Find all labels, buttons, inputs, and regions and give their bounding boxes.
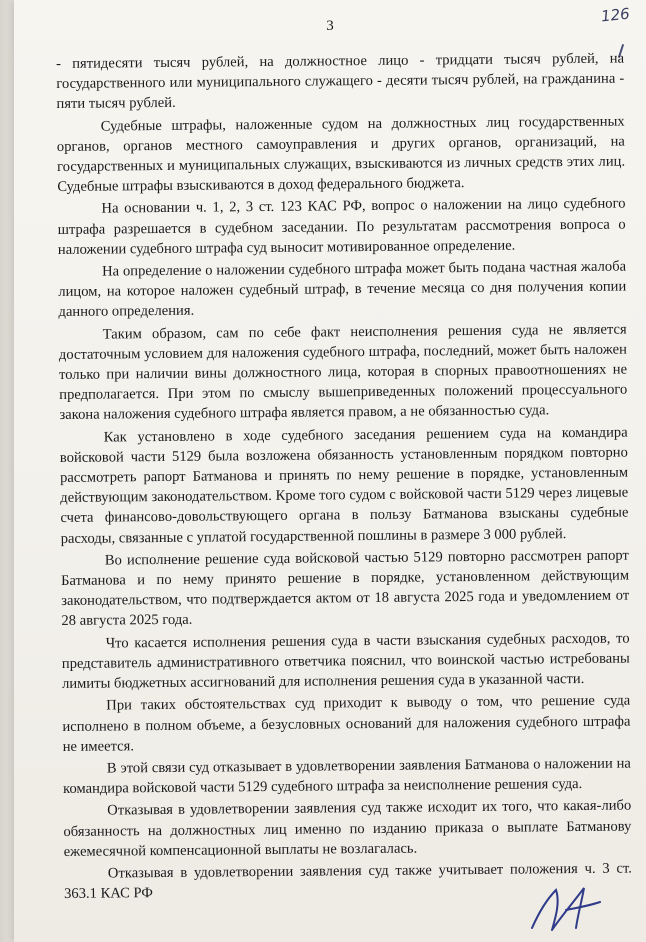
paragraph: Отказывая в удовлетворении заявления суд также исходит их того, что какая-либо обязанность на должностных лиц именно по изданию приказа о выплате Батманову ежемесячной компенсационной выплаты не возлагалась. bbox=[63, 797, 632, 860]
paragraph: Таким образом, сам по себе факт неисполнения решения суда не является достаточным условием для наложения судебного штрафа, последний, может быть наложен только при наличии вины должностного лица, которая в спорных правоотношениях не предполагается. При этом по смыслу вышеприведенных положений процессуального закона наложения судебного штрафа является правом, а не обязанностью суда. bbox=[58, 321, 628, 424]
page-edge-shadow bbox=[0, 0, 14, 942]
paragraph: - пятидесяти тысяч рублей, на должностное лицо - тридцати тысяч рублей, на государственного или муниципального служащего - десяти тысяч рублей, на гражданина - пяти тысяч рублей. bbox=[56, 50, 625, 113]
paragraph: На определение о наложении судебного штрафа может быть подана частная жалоба лицом, на которое наложен судебный штраф, в течение месяца со дня получения копии данного определения. bbox=[58, 258, 627, 321]
page-number: 3 bbox=[326, 18, 334, 34]
paragraph: Отказывая в удовлетворении заявления суд также учитывает положения ч. 3 ст. 363.1 КАС РФ bbox=[63, 860, 632, 903]
handwritten-page-mark: 126 bbox=[600, 4, 631, 26]
document-body bbox=[56, 49, 632, 907]
signature-mark bbox=[526, 880, 606, 936]
paragraph: Во исполнение решение суда войсковой частью 5129 повторно рассмотрен рапорт Батманова и по нему принято решение в порядке, установленном действующим законодательством, что подтверждается актом от 18 августа 2025 года и уведомлением от 28 августа 2025 года. bbox=[60, 547, 630, 630]
paragraph: Как установлено в ходе судебного заседания решением суда на командира войсковой части 5129 была возложена обязанность установленным порядком повторно рассмотреть рапорт Батманова и принять по нему решение в порядке, установленным действующим законодательством. Кроме того судом с войсковой части 5129 через лицевые счета финансово-довольствующего органа в пользу Батманова взысканы судебные расходы, связанные с уплатой государственной пошлины в размере 3 000 рублей. bbox=[59, 424, 629, 547]
paragraph: Что касается исполнения решения суда в части взыскания судебных расходов, то представитель административного ответчика пояснил, что воинской частью истребованы лимиты бюджетных ассигнований для исполнения решения суда в указанной части. bbox=[61, 630, 630, 693]
document-page bbox=[14, 0, 646, 942]
paragraph: При таких обстоятельствах суд приходит к выводу о том, что решение суда исполнено в полном объеме, а безусловных оснований для наложения судебного штрафа не имеется. bbox=[62, 692, 631, 755]
paragraph: В этой связи суд отказывает в удовлетворении заявления Батманова о наложении на командира войсковой части 5129 судебного штрафа за неисполнение решения суда. bbox=[62, 755, 631, 798]
paragraph: Судебные штрафы, наложенные судом на должностных лиц государственных органов, органов местного самоуправления и других органов, организаций, на государственных и муниципальных служащих, взыскиваются из личных средств этих лиц. Судебные штрафы взыскиваются в доход федерального бюджета. bbox=[56, 113, 626, 196]
paragraph: На основании ч. 1, 2, 3 ст. 123 КАС РФ, вопрос о наложении на лицо судебного штрафа разрешается в судебном заседании. По результатам рассмотрения вопроса о наложении судебного штрафа суд выносит мотивированное определение. bbox=[57, 195, 626, 258]
